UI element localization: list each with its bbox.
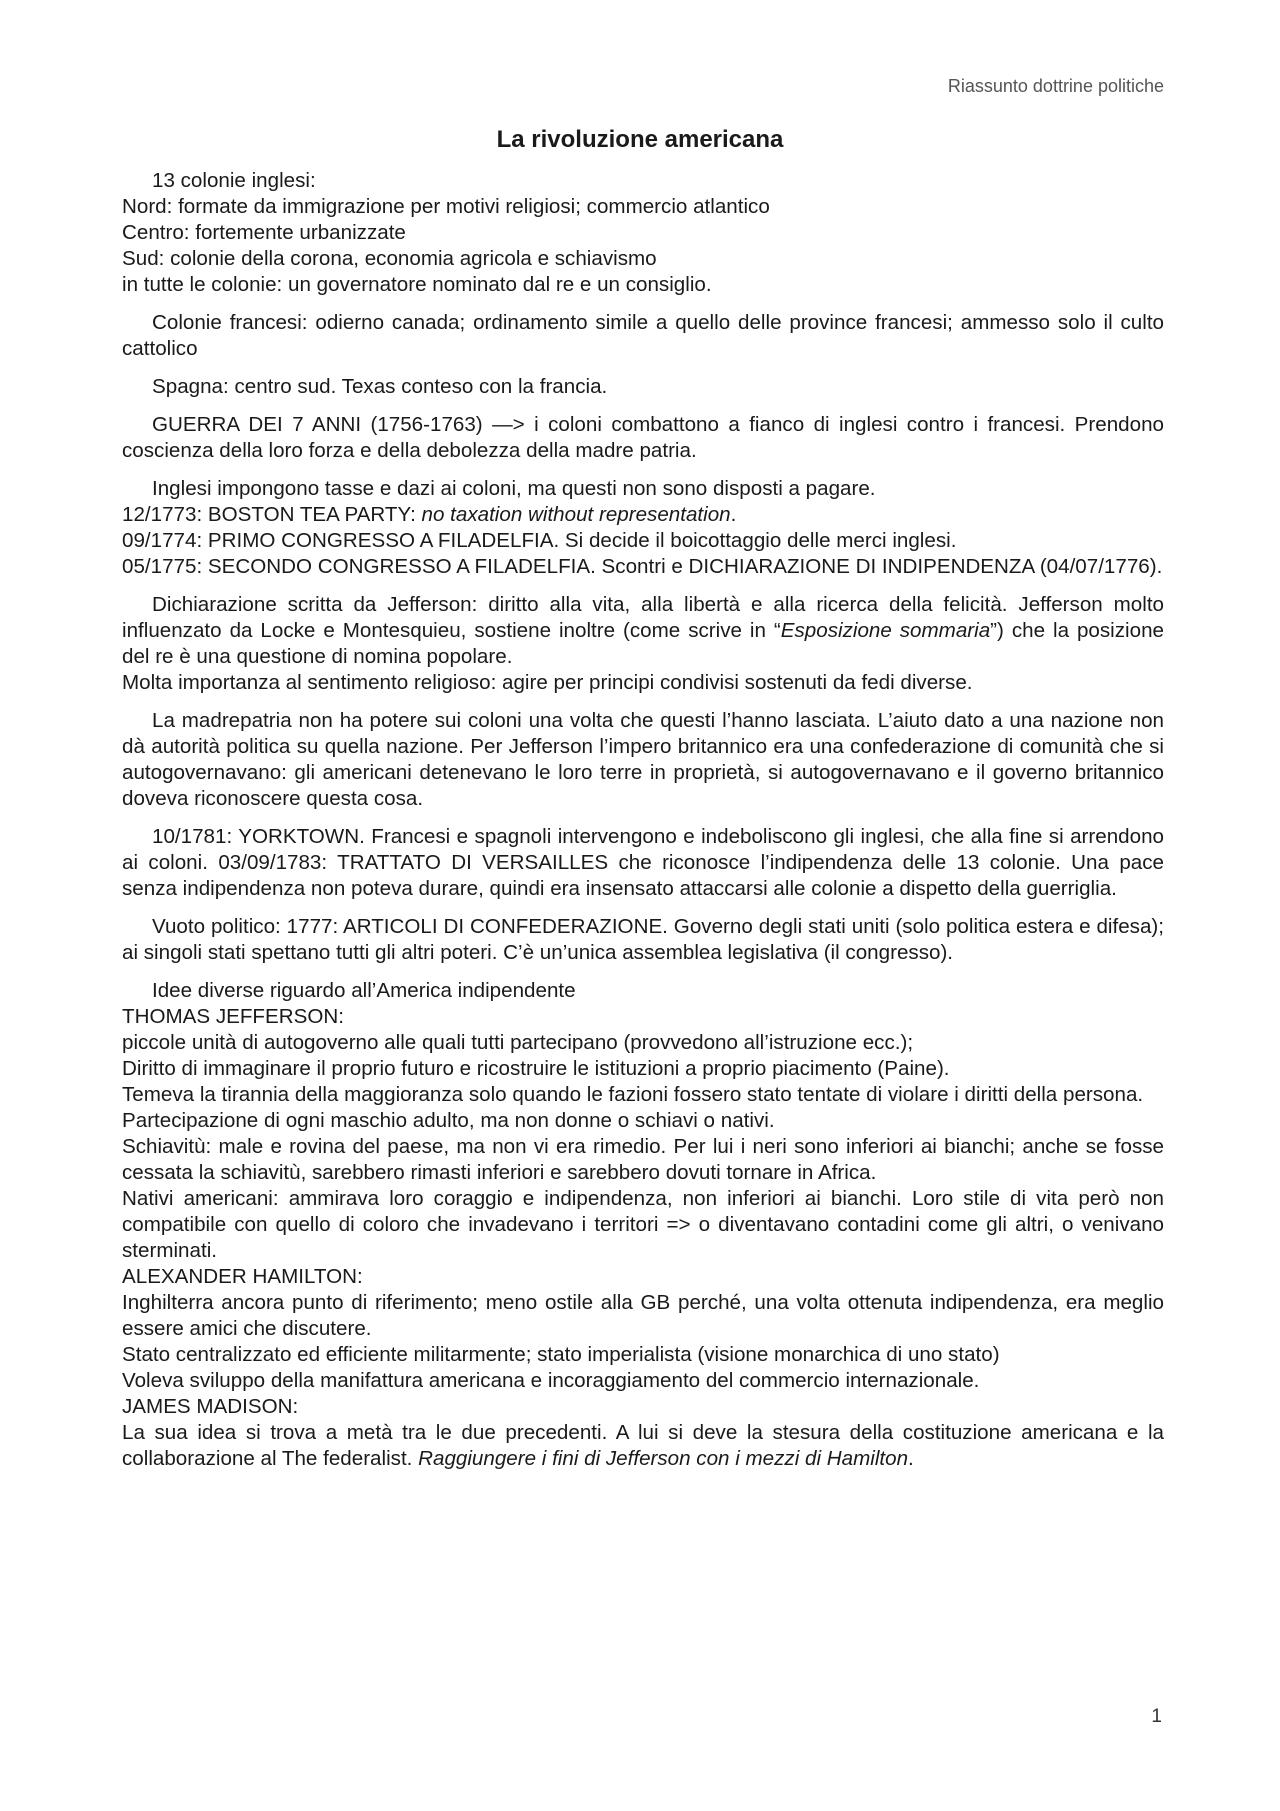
text-line: Nord: formate da immigrazione per motivi religiosi; commercio atlantico xyxy=(122,195,770,218)
paragraph-spagna: Spagna: centro sud. Texas conteso con la francia. xyxy=(152,375,608,398)
list-item: Inghilterra ancora punto di riferimento; meno ostile alla GB perché, una volta ottenuta indipendenza, era meglio essere amici che discutere. xyxy=(122,1291,1164,1340)
section-hamilton xyxy=(122,1264,1164,1394)
italic-title: Esposizione sommaria xyxy=(780,619,991,642)
text-line: in tutte le colonie: un governatore nominato dal re e un consiglio. xyxy=(122,273,712,296)
page-number: 1 xyxy=(1151,1706,1162,1727)
italic-quote: no taxation without representation xyxy=(421,503,731,526)
paragraph-guerra: GUERRA DEI 7 ANNI (1756-1763) —> i coloni combattono a fianco di inglesi contro i francesi. Prendono coscienza della loro forza e della debolezza della madre patria. xyxy=(122,413,1164,462)
section-jefferson xyxy=(122,1004,1164,1264)
text-line: Idee diverse riguardo all’America indipendente xyxy=(152,979,576,1002)
list-item: Nativi americani: ammirava loro coraggio e indipendenza, non inferiori ai bianchi. Loro stile di vita però non compatibile con quello di coloro che invadevano i territori => o diventavano contadini come gli altri, o venivano sterminati. xyxy=(122,1187,1164,1262)
text-run: Dichiarazione scritta da Jefferson: diritto alla vita, alla libertà e alla ricerca della felicità. Jefferson molto influenzato da Locke e Montesquieu, sostiene inoltre (come scrive in “ xyxy=(122,593,1164,642)
section-heading: THOMAS JEFFERSON: xyxy=(122,1005,344,1028)
paragraph-madrepatria: La madrepatria non ha potere sui coloni una volta che questi l’hanno lasciata. L’aiuto dato a una nazione non dà autorità politica su quella nazione. Per Jefferson l’impero britannico era una confederazione di comunità che si autogovernavano: gli americani detenevano le loro terre in proprietà, si autogovernavano e il governo britannico doveva riconoscere questa cosa. xyxy=(122,709,1164,810)
section-heading: ALEXANDER HAMILTON: xyxy=(122,1265,363,1288)
page-title: La rivoluzione americana xyxy=(496,126,784,153)
paragraph-francesi: Colonie francesi: odierno canada; ordinamento simile a quello delle province francesi; ammesso solo il culto cattolico xyxy=(122,311,1164,360)
text-run: La sua idea si trova a metà tra le due precedenti. A lui si deve la stesura della costituzione americana e la collaborazione al The federalist. xyxy=(122,1421,1164,1470)
section-heading: JAMES MADISON: xyxy=(122,1395,299,1418)
document-body xyxy=(122,168,1164,1472)
text-run: ”) che la posizione del re è una questione di nomina popolare. xyxy=(122,619,1164,668)
paragraph-colonie xyxy=(122,168,1164,298)
text-line: 05/1775: SECONDO CONGRESSO A FILADELFIA. Scontri e DICHIARAZIONE DI INDIPENDENZA (04/07/1776). xyxy=(122,555,1163,578)
list-item: Schiavitù: male e rovina del paese, ma non vi era rimedio. Per lui i neri sono inferiori ai bianchi; anche se fosse cessata la schiavitù, sarebbero rimasti inferiori e sarebbero dovuti tornare in Africa. xyxy=(122,1135,1164,1184)
paragraph-yorktown: 10/1781: YORKTOWN. Francesi e spagnoli intervengono e indeboliscono gli inglesi, che alla fine si arrendono ai coloni. 03/09/1783: TRATTATO DI VERSAILLES che riconosce l’indipendenza delle 13 colonie. Una pace senza indipendenza non poteva durare, quindi era insensato attaccarsi alle colonie a dispetto della guerriglia. xyxy=(122,825,1164,900)
paragraph-dichiarazione xyxy=(122,592,1164,696)
text-line-prefix: 12/1773: BOSTON TEA PARTY: xyxy=(122,503,422,526)
section-madison xyxy=(122,1394,1164,1472)
list-item: Stato centralizzato ed efficiente militarmente; stato imperialista (visione monarchica di uno stato) xyxy=(122,1343,1000,1366)
italic-quote: Raggiungere i fini di Jefferson con i mezzi di Hamilton xyxy=(418,1447,909,1470)
list-item: Temeva la tirannia della maggioranza solo quando le fazioni fossero stato tentate di violare i diritti della persona. xyxy=(122,1083,1144,1106)
text-line: Inglesi impongono tasse e dazi ai coloni, ma questi non sono disposti a pagare. xyxy=(152,477,876,500)
paragraph-vuoto: Vuoto politico: 1777: ARTICOLI DI CONFEDERAZIONE. Governo degli stati uniti (solo politica estera e difesa); ai singoli stati spettano tutti gli altri poteri. C’è un’unica assemblea legislativa (il congresso). xyxy=(122,915,1164,964)
text-line-suffix: . xyxy=(730,503,737,526)
list-item: piccole unità di autogoverno alle quali tutti partecipano (provvedono all’istruzione ecc.); xyxy=(122,1031,914,1054)
paragraph-idee xyxy=(122,978,1164,1004)
text-line: 09/1774: PRIMO CONGRESSO A FILADELFIA. Si decide il boicottaggio delle merci inglesi. xyxy=(122,529,957,552)
list-item: Partecipazione di ogni maschio adulto, ma non donne o schiavi o nativi. xyxy=(122,1109,775,1132)
text-line: Molta importanza al sentimento religioso: agire per principi condivisi sostenuti da fedi diverse. xyxy=(122,671,973,694)
list-item xyxy=(122,1420,1164,1472)
text-line: Sud: colonie della corona, economia agricola e schiavismo xyxy=(122,247,657,270)
text-run: . xyxy=(908,1447,914,1470)
text-line: 13 colonie inglesi: xyxy=(152,169,316,192)
paragraph-tasse xyxy=(122,476,1164,580)
text-line: Centro: fortemente urbanizzate xyxy=(122,221,406,244)
running-header: Riassunto dottrine politiche xyxy=(947,76,1164,96)
list-item: Diritto di immaginare il proprio futuro e ricostruire le istituzioni a proprio piacimento (Paine). xyxy=(122,1057,950,1080)
list-item: Voleva sviluppo della manifattura americana e incoraggiamento del commercio internazionale. xyxy=(122,1369,980,1392)
